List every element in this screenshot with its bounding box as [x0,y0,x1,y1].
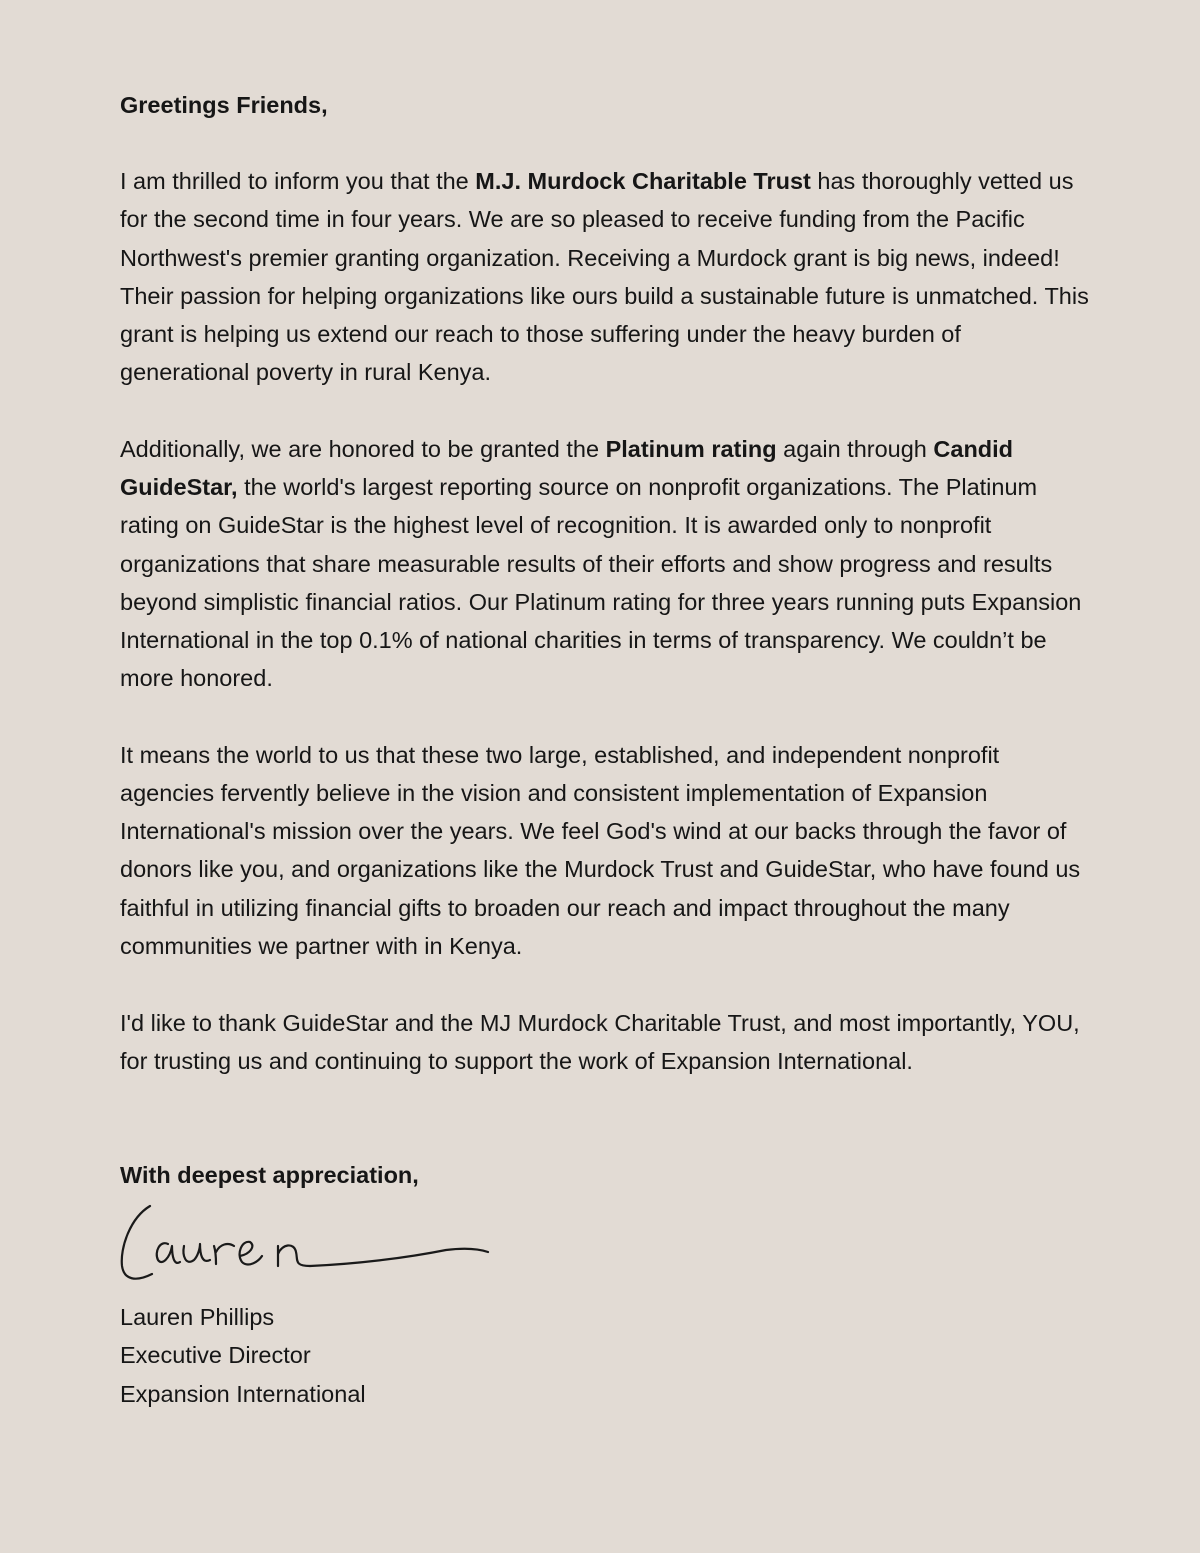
paragraph-thanks: I'd like to thank GuideStar and the MJ Murdock Charitable Trust, and most importantly, YOU, for trusting us and continuing to support the work of Expansion International. [120,1009,1080,1074]
signer-block [120,1298,1090,1413]
handwritten-signature [116,1200,506,1296]
paragraph-murdock-trust [120,162,1090,391]
paragraph-text: I am thrilled to inform you that the [120,168,476,195]
closing: With deepest appreciation, [120,1161,419,1188]
letter [120,86,1090,1413]
signer-title: Executive Director [120,1342,311,1369]
paragraph-gratitude: It means the world to us that these two large, established, and independent nonprofit agencies fervently believe in the vision and consistent implementation of Expansion International's mission over the years. We feel God's wind at our backs through the favor of donors like you, and organizations like the Murdock Trust and GuideStar, who have found us faithful in utilizing financial gifts to broaden our reach and impact throughout the many communities we partner with in Kenya. [120,741,1081,959]
signer-name: Lauren Phillips [120,1304,275,1331]
paragraph-text: has thoroughly vetted us for the second time in four years. We are so pleased to receive funding from the Pacific Northwest's premier granting organization. Receiving a Murdock grant is big news, indeed! Their passion for helping organizations like ours build a sustainable future is unmatched. This grant is helping us extend our reach to those suffering under the heavy burden of generational poverty in rural Kenya. [120,168,1089,386]
paragraph-guidestar [120,430,1090,697]
candid-guidestar-name: Candid GuideStar, [120,435,1014,501]
paragraph-text: again through [776,435,934,462]
platinum-rating-text: Platinum rating [605,435,777,462]
greeting: Greetings Friends, [120,92,328,118]
murdock-trust-name: M.J. Murdock Charitable Trust [475,168,811,195]
signer-organization: Expansion International [120,1380,366,1407]
paragraph-text: the world's largest reporting source on nonprofit organizations. The Platinum rating on GuideStar is the highest level of recognition. It is awarded only to nonprofit organizations that share measurable results of their efforts and show progress and results beyond simplistic financial ratios. Our Platinum rating for three years running puts Expansion International in the top 0.1% of national charities in terms of transparency. We couldn’t be more honored. [120,474,1082,692]
paragraph-text: Additionally, we are honored to be granted the [120,435,606,462]
